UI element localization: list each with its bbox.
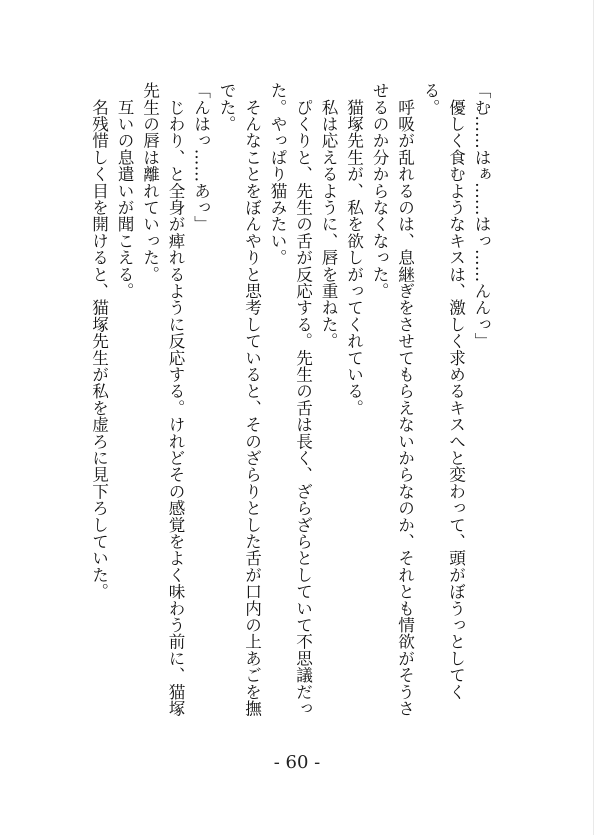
line-10: 互いの息遣いが聞こえる。 xyxy=(115,82,134,300)
line-11: 名残惜しく目を開けると、猫塚先生が私を虚ろに見下ろしていた。 xyxy=(89,82,109,600)
line-7: そんなことをぼんやりと思考していると、そのざらりとした舌が口内の上あごを撫でた。 xyxy=(217,82,262,717)
line-3: 呼吸が乱れるのは、息継ぎをさせてもらえないからなのか、それとも情欲がそうさせるのか分からなくなった。 xyxy=(370,82,415,717)
line-4: 猫塚先生が、私を欲しがってくれている。 xyxy=(344,82,364,416)
line-9: じわり、と全身が痺れるように反応する。けれどその感覚をよく味わう前に、猫塚先生の唇は離れていった。 xyxy=(140,82,185,717)
vertical-body-text xyxy=(86,82,494,722)
line-5: 私は応えるように、唇を重ねた。 xyxy=(319,82,338,350)
line-2: 優しく食むようなキスは、激しく求めるキスへと変わって、頭がぼうっとしてくる。 xyxy=(421,82,466,700)
line-6: ぴくりと、先生の舌が反応する。先生の舌は長く、ざらざらとしていて不思議だった。やっぱり猫みたい。 xyxy=(268,82,313,717)
line-8: 「んはっ……あっ」 xyxy=(191,82,211,233)
page-number: - 60 - xyxy=(273,752,321,773)
line-1: 「む……はぁ……はっ……んんっ」 xyxy=(472,82,491,350)
